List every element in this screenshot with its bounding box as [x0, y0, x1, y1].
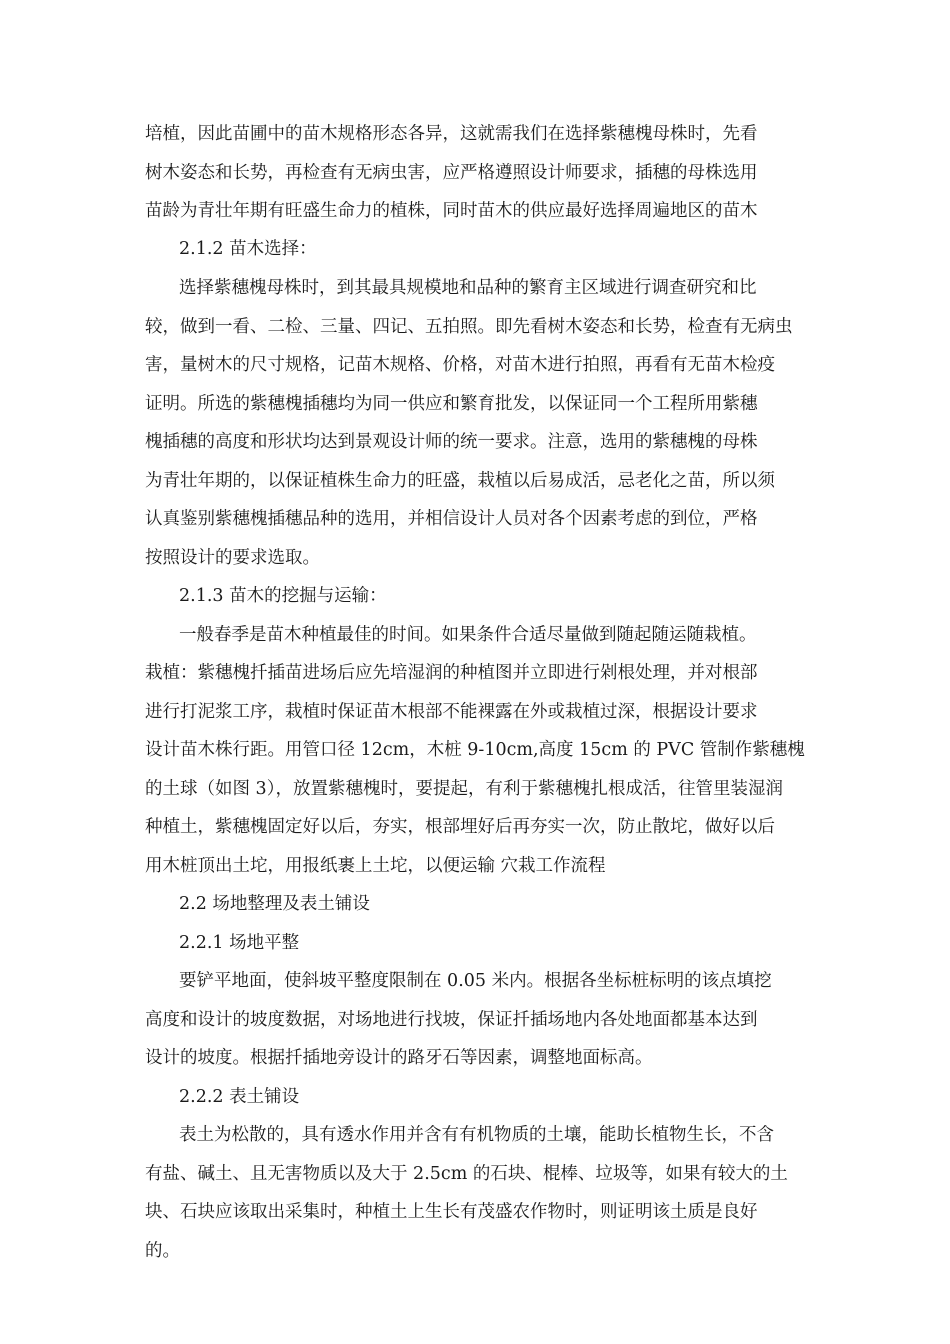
- paragraph-line: 栽植：紫穗槐扦插苗进场后应先培湿润的种植图并立即进行剁根处理，并对根部: [145, 663, 758, 683]
- paragraph-line: 要铲平地面，使斜坡平整度限制在 0.05 米内。根据各坐标桩标明的该点填挖: [179, 971, 772, 991]
- paragraph-line: 的土球（如图 3），放置紫穗槐时，要提起，有利于紫穗槐扎根成活，往管里装湿润: [145, 779, 783, 799]
- paragraph-line: 表土为松散的，具有透水作用并含有有机物质的土壤，能助长植物生长，不含: [179, 1125, 774, 1145]
- paragraph-line: 进行打泥浆工序，栽植时保证苗木根部不能裸露在外或栽植过深，根据设计要求: [145, 702, 758, 722]
- paragraph-line: 培植，因此苗圃中的苗木规格形态各异，这就需我们在选择紫穗槐母株时，先看: [145, 124, 758, 144]
- paragraph-line: 认真鉴别紫穗槐插穗品种的选用，并相信设计人员对各个因素考虑的到位，严格: [145, 509, 758, 529]
- paragraph-line: 种植土，紫穗槐固定好以后，夯实，根部埋好后再夯实一次，防止散坨，做好以后: [145, 817, 775, 837]
- paragraph-line: 槐插穗的高度和形状均达到景观设计师的统一要求。注意，选用的紫穗槐的母株: [145, 432, 758, 452]
- paragraph-line: 苗龄为青壮年期有旺盛生命力的植株，同时苗木的供应最好选择周遍地区的苗木: [145, 201, 758, 221]
- paragraph-line: 较，做到一看、二检、三量、四记、五拍照。即先看树木姿态和长势，检查有无病虫: [145, 317, 793, 337]
- paragraph-line: 的。: [145, 1241, 180, 1261]
- paragraph-line: 块、石块应该取出采集时，种植土上生长有茂盛农作物时，则证明该土质是良好: [145, 1202, 758, 1222]
- section-heading: 2.1.2 苗木选择：: [179, 239, 317, 259]
- paragraph-line: 树木姿态和长势，再检查有无病虫害，应严格遵照设计师要求，插穗的母株选用: [145, 163, 758, 183]
- paragraph-line: 选择紫穗槐母株时，到其最具规模地和品种的繁育主区域进行调查研究和比: [179, 278, 757, 298]
- section-heading: 2.2 场地整理及表土铺设: [179, 894, 370, 914]
- section-heading: 2.2.2 表土铺设: [179, 1087, 300, 1107]
- paragraph-line: 一般春季是苗木种植最佳的时间。如果条件合适尽量做到随起随运随栽植。: [179, 625, 757, 645]
- paragraph-line: 为青壮年期的，以保证植株生命力的旺盛，栽植以后易成活，忌老化之苗，所以须: [145, 471, 775, 491]
- paragraph-line: 害，量树木的尺寸规格，记苗木规格、价格，对苗木进行拍照，再看有无苗木检疫: [145, 355, 775, 375]
- paragraph-line: 高度和设计的坡度数据，对场地进行找坡，保证扦插场地内各处地面都基本达到: [145, 1010, 758, 1030]
- paragraph-line: 设计苗木株行距。用管口径 12cm，木桩 9-10cm,高度 15cm 的 PVC 管制作紫穗槐: [145, 740, 805, 760]
- section-heading: 2.2.1 场地平整: [179, 933, 300, 953]
- paragraph-line: 用木桩顶出土坨，用报纸裹上土坨，以便运输 穴栽工作流程: [145, 856, 606, 876]
- section-heading: 2.1.3 苗木的挖掘与运输：: [179, 586, 387, 606]
- paragraph-line: 有盐、碱土、且无害物质以及大于 2.5cm 的石块、棍棒、垃圾等，如果有较大的土: [145, 1164, 788, 1184]
- paragraph-line: 证明。所选的紫穗槐插穗均为同一供应和繁育批发，以保证同一个工程所用紫穗: [145, 394, 758, 414]
- paragraph-line: 按照设计的要求选取。: [145, 548, 320, 568]
- paragraph-line: 设计的坡度。根据扦插地旁设计的路牙石等因素，调整地面标高。: [145, 1048, 653, 1068]
